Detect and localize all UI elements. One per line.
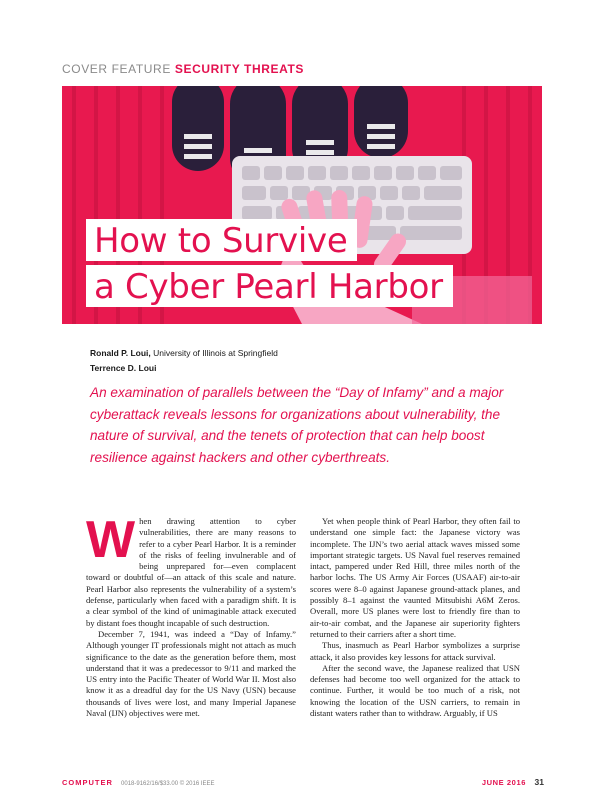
author-entry bbox=[90, 361, 278, 376]
title-line-2: a Cyber Pearl Harbor bbox=[86, 265, 453, 307]
page-footer bbox=[62, 778, 544, 787]
issue-date: JUNE 2016 bbox=[481, 778, 526, 787]
author-name: Terrence D. Loui bbox=[90, 363, 157, 373]
section-topic: SECURITY THREATS bbox=[174, 62, 305, 76]
body-column-left bbox=[86, 511, 296, 719]
title-line-1: How to Survive bbox=[86, 219, 357, 261]
paragraph: After the second wave, the Japanese realized that USN defenses had become too well organized for the attack to continue. Further, it would be too much of a risk, not knowing the location of the USN carriers, to remain in distant waters rather than to withdraw. Arguably, if US bbox=[310, 662, 520, 719]
author-entry bbox=[90, 346, 278, 361]
paragraph bbox=[86, 511, 296, 629]
drop-cap: W bbox=[86, 511, 136, 569]
copyright-line: 0018-9162/16/$33.00 © 2016 IEEE bbox=[121, 781, 215, 787]
page-number: 31 bbox=[534, 777, 544, 787]
author-list bbox=[90, 346, 278, 376]
paragraph: Yet when people think of Pearl Harbor, they often fail to understand one simple fact: the Japanese victory was incomplete. The IJN’s two aerial attack waves missed some important strategic targets. US Naval fuel reserves remained intact, pampered under Red Hill, three miles north of the harbor lochs. The US Army Air Forces (USAAF) air-to-air scores were 8–0 against Japanese ground-attack planes, and possibly 8–1 against the vaunted Mitsubishi A6M Zeros. Overall, more US planes were lost to friendly fire than to air-to-air combat, and the Japanese air superiority fighters returned to their carriers after a short time. bbox=[310, 516, 520, 639]
magazine-name: COMPUTER bbox=[62, 778, 113, 787]
paragraph: Thus, inasmuch as Pearl Harbor symbolizes a surprise attack, it also provides key lessons for attack survival. bbox=[310, 640, 520, 662]
author-name: Ronald P. Loui, bbox=[90, 348, 151, 358]
section-name: COVER FEATURE bbox=[62, 62, 171, 76]
article-title bbox=[86, 219, 453, 311]
section-label bbox=[62, 62, 304, 76]
abstract: An examination of parallels between the “Day of Infamy” and a major cyberattack reveals lessons for organizations about vulnerability, the nature of survival, and the tenets of protection that can help boost resilience against hackers and other cyberthreats. bbox=[90, 385, 504, 465]
paragraph: December 7, 1941, was indeed a “Day of Infamy.” Although younger IT professionals might not attach as much significance to the date as the generation before them, most understand that it was a predecessor to 9/11 and marked the US entry into the Pacific Theater of World War II. Most also know it as a dreadful day for the US Navy (USN) because thousands of lives were lost, and many Imperial Japanese Naval (IJN) objectives were met. bbox=[86, 628, 296, 719]
author-affiliation: University of Illinois at Springfield bbox=[153, 348, 278, 358]
body-column-right bbox=[310, 516, 520, 719]
paragraph-text: hen drawing attention to cyber vulnerabilities, there are many reasons to refer to a cyber Pearl Harbor. It is a reminder of the risks of feeling invulnerable and of being unprepared for—even complacent toward or doubtful of—an attack of this scale and nature. Pearl Harbor also represents the vulnerability of a system’s defense, particularly when faced with a paradigm shift. It is a clear symbol of the kind of unimaginable attack executed by distant foes thought incapable of such destruction. bbox=[86, 516, 296, 628]
